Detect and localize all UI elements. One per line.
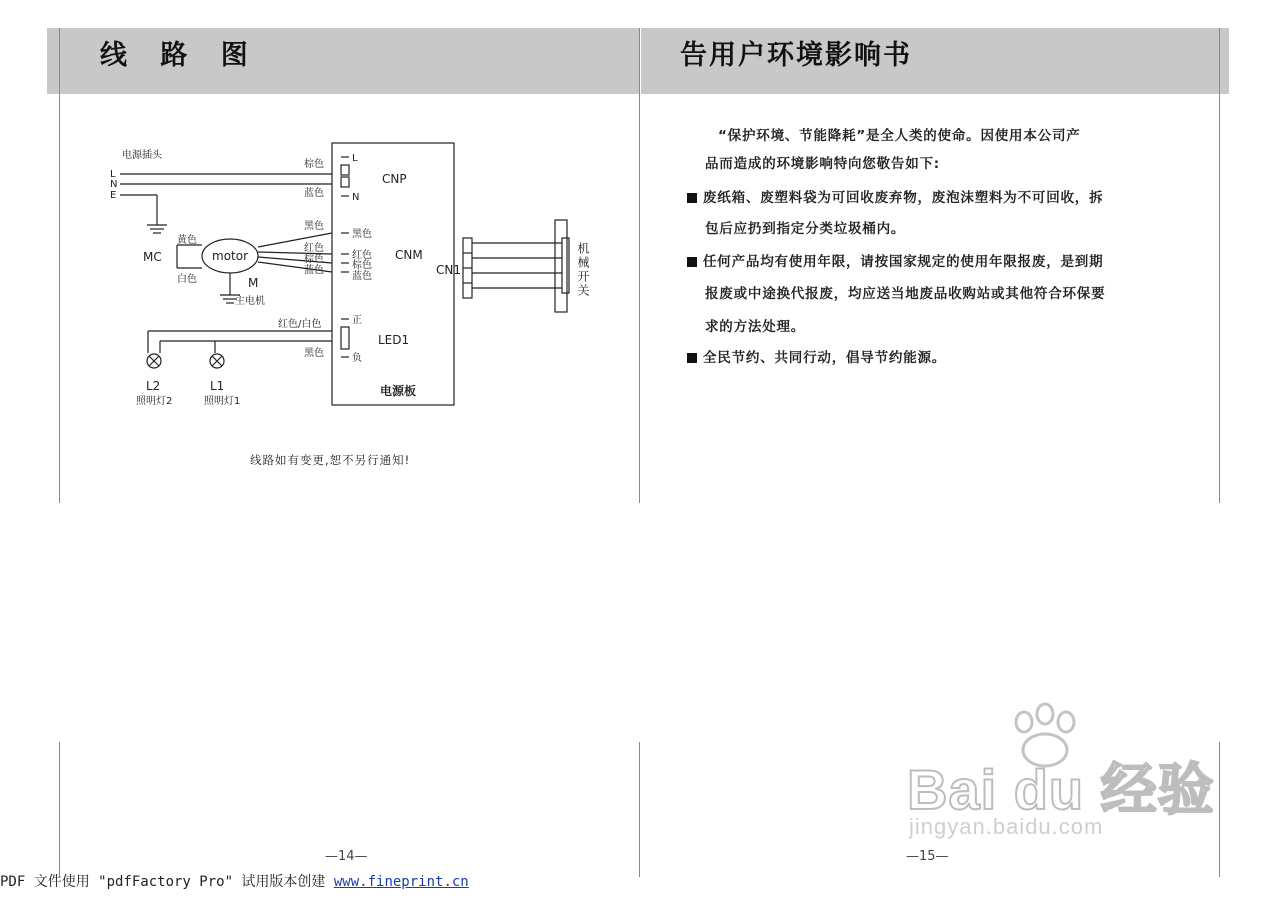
pin-L-label: L — [352, 153, 358, 164]
switch-label: 机械开关 — [576, 242, 590, 298]
cnm-label: CNM — [395, 248, 423, 262]
wiring-change-note: 线路如有变更,恕不另行通知! — [250, 453, 411, 467]
line-N-label: N — [110, 179, 118, 190]
bullet1-text: 废纸箱、废塑料袋为可回收废弃物，废泡沫塑料为不可回收，拆 — [703, 190, 1104, 206]
line-E-label: E — [110, 190, 117, 201]
center-divider-top — [639, 28, 640, 503]
bullet2-text: 任何产品均有使用年限，请按国家规定的使用年限报废，是到期 — [703, 254, 1104, 270]
bullet1-line-1 — [687, 186, 1103, 206]
wire-brown2-label: 棕色 — [304, 254, 324, 265]
motor-label: motor — [212, 249, 249, 263]
wire-black2-label: 黑色 — [304, 348, 324, 359]
intro-line-1: “保护环境、节能降耗”是全人类的使命。因使用本公司产 — [718, 128, 1081, 144]
wire-black-label: 黑色 — [304, 221, 324, 232]
watermark-url: jingyan.baidu.com — [909, 814, 1104, 839]
wire-red-label: 红色 — [304, 243, 324, 254]
bullet3-text: 全民节约、共同行动，倡导节约能源。 — [703, 350, 947, 366]
right-border-bottom — [1219, 742, 1220, 877]
lamp2-label: L2 — [146, 379, 161, 393]
pin-neg-label: 负 — [352, 353, 362, 364]
bullet-square — [687, 257, 697, 267]
pin-N-label: N — [352, 192, 360, 203]
mc-label: MC — [143, 250, 162, 264]
wiring-diagram — [100, 135, 620, 420]
pin-blue-label: 蓝色 — [352, 271, 372, 282]
left-page-title: 线 路 图 — [100, 40, 260, 71]
pin-black-label: 黑色 — [352, 229, 372, 240]
left-page-number: —14— — [325, 849, 368, 864]
led1-label: LED1 — [378, 333, 410, 347]
main-motor-label: 主电机 — [235, 296, 265, 307]
left-border-bottom — [59, 742, 60, 877]
bullet-square — [687, 193, 697, 203]
lamp1-name: 照明灯1 — [204, 396, 241, 407]
intro-line-2: 品而造成的环境影响特向您敬告如下: — [705, 156, 940, 172]
pin-pos-label: 正 — [352, 315, 362, 326]
watermark-brand: Bai du 经验 — [907, 758, 1215, 821]
bullet3-line-1 — [687, 346, 946, 366]
baidu-watermark — [895, 700, 1215, 850]
cn1-label: CN1 — [436, 263, 461, 277]
cnp-label: CNP — [382, 172, 407, 186]
bullet2-line-1 — [687, 250, 1103, 270]
wire-blue-label: 蓝色 — [304, 188, 324, 199]
bullet-square — [687, 353, 697, 363]
plug-label: 电源插头 — [122, 150, 162, 161]
pin-red-label: 红色 — [352, 250, 372, 261]
footer-prefix: PDF 文件使用 "pdfFactory Pro" 试用版本创建 — [0, 874, 334, 890]
line-L-label: L — [110, 169, 116, 180]
lamp2-name: 照明灯2 — [136, 396, 173, 407]
wire-brown-label: 棕色 — [304, 159, 324, 170]
wire-red-white-label: 红色/白色 — [278, 319, 322, 330]
board-label: 电源板 — [380, 384, 417, 398]
center-divider-bottom — [639, 742, 640, 877]
right-border-top — [1219, 28, 1220, 503]
bullet2-line-3: 求的方法处理。 — [705, 319, 806, 335]
pin-brown-label: 棕色 — [352, 260, 372, 271]
lamp1-label: L1 — [210, 379, 225, 393]
m-label: M — [248, 276, 259, 290]
bullet1-line-2: 包后应扔到指定分类垃圾桶内。 — [705, 221, 906, 237]
mc-yellow-label: 黄色 — [177, 235, 197, 246]
bullet2-line-2: 报废或中途换代报废，均应送当地废品收购站或其他符合环保要 — [705, 286, 1106, 302]
pdf-footer — [0, 871, 469, 891]
left-border-top — [59, 28, 60, 503]
footer-link[interactable]: www.fineprint.cn — [333, 874, 469, 890]
mc-white-label: 白色 — [177, 274, 197, 285]
right-page-number: —15— — [906, 849, 949, 864]
right-page-title: 告用户环境影响书 — [680, 40, 912, 71]
wire-blue2-label: 蓝色 — [304, 265, 324, 276]
